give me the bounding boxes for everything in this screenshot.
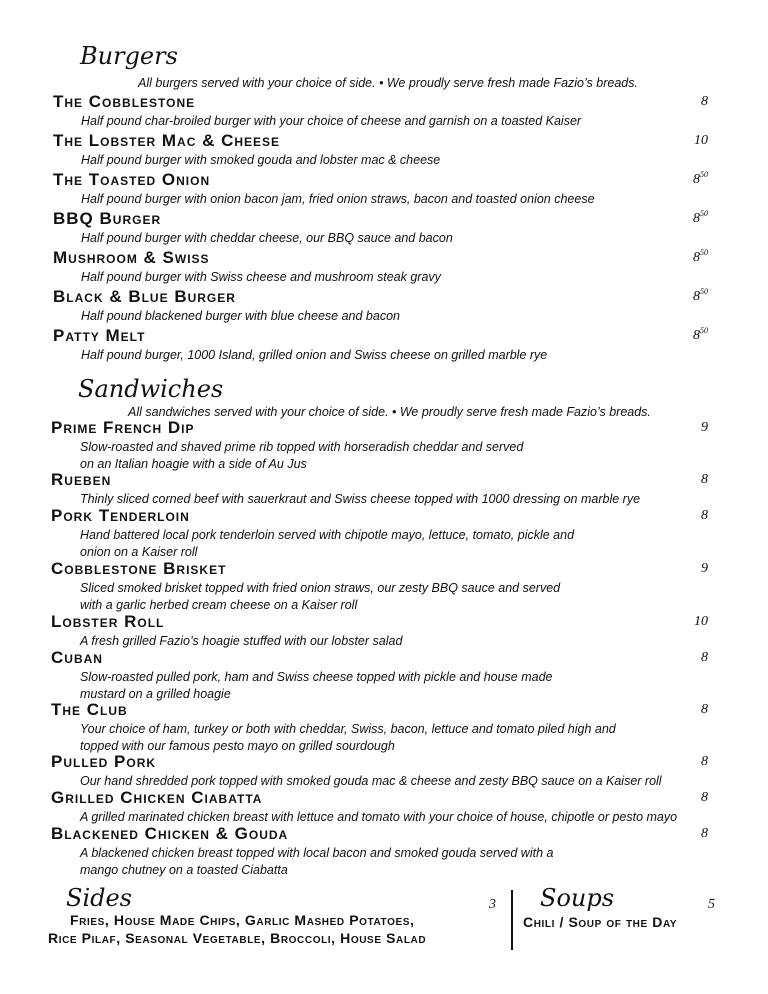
menu-item-price — [701, 790, 708, 806]
menu-item-price — [701, 650, 708, 666]
price-dollars: 8 — [701, 826, 708, 841]
sides-price: 3 — [489, 897, 496, 912]
menu-item-name: Cobblestone Brisket — [51, 559, 227, 578]
menu-item-price — [701, 472, 708, 488]
price-dollars: 8 — [701, 508, 708, 523]
price-dollars: 8 — [701, 472, 708, 487]
menu-item-description: Thinly sliced corned beef with sauerkraut and Swiss cheese topped with 1000 dressing on marble rye — [80, 492, 641, 506]
soups-line: Chili / Soup of the Day — [523, 914, 678, 930]
menu-item-description: A blackened chicken breast topped with local bacon and smoked gouda served with a — [80, 846, 554, 860]
price-dollars: 8 — [701, 94, 708, 109]
menu-item-description: Half pound char-broiled burger with your choice of cheese and garnish on a toasted Kaiser — [81, 114, 582, 128]
price-cents: 50 — [700, 248, 708, 257]
burgers-heading: Burgers — [80, 42, 178, 70]
menu-item-price — [701, 94, 708, 110]
price-dollars: 8 — [701, 790, 708, 805]
menu-item-description-cont: onion on a Kaiser roll — [80, 545, 198, 559]
menu-item-description: Half pound burger with Swiss cheese and mushroom steak gravy — [81, 270, 441, 284]
menu-item-description: Your choice of ham, turkey or both with cheddar, Swiss, bacon, lettuce and tomato piled high and — [80, 722, 616, 736]
menu-item-name: Pork Tenderloin — [51, 506, 190, 525]
price-dollars: 8 — [701, 650, 708, 665]
sides-heading: Sides — [66, 884, 132, 912]
burgers-note: All burgers served with your choice of side. • We proudly serve fresh made Fazio’s breads. — [138, 76, 638, 90]
menu-item-description-cont: mustard on a grilled hoagie — [80, 687, 231, 701]
price-dollars: 9 — [701, 420, 708, 435]
menu-item-description-cont: topped with our famous pesto mayo on grilled sourdough — [80, 739, 395, 753]
menu-item-price — [701, 702, 708, 718]
menu-item-description: Half pound burger, 1000 Island, grilled onion and Swiss cheese on grilled marble rye — [81, 348, 548, 362]
menu-item-description: Slow-roasted and shaved prime rib topped with horseradish cheddar and served — [80, 440, 524, 454]
menu-item-price — [701, 420, 708, 436]
price-cents: 50 — [700, 209, 708, 218]
price-cents: 50 — [700, 287, 708, 296]
soups-price: 5 — [708, 897, 715, 912]
menu-item-price — [693, 328, 708, 344]
sides-line-1: Fries, House Made Chips, Garlic Mashed Potatoes, — [70, 912, 415, 928]
price-dollars: 8 — [701, 754, 708, 769]
price-dollars: 8 — [701, 702, 708, 717]
menu-item-description: Hand battered local pork tenderloin served with chipotle mayo, lettuce, tomato, pickle and — [80, 528, 575, 542]
price-dollars: 8 — [693, 211, 700, 226]
menu-item-description: A fresh grilled Fazio’s hoagie stuffed with our lobster salad — [80, 634, 403, 648]
menu-item-price — [701, 508, 708, 524]
menu-item-name: Patty Melt — [53, 326, 146, 345]
menu-item-name: Mushroom & Swiss — [53, 248, 210, 267]
menu-item-name: The Cobblestone — [53, 92, 196, 111]
menu-item-description: Our hand shredded pork topped with smoked gouda mac & cheese and zesty BBQ sauce on a Kaiser roll — [80, 774, 662, 788]
price-dollars: 10 — [694, 614, 708, 629]
menu-item-price — [701, 754, 708, 770]
menu-item-price — [694, 133, 708, 149]
soups-heading: Soups — [540, 884, 615, 912]
menu-item-name: Blackened Chicken & Gouda — [51, 824, 289, 843]
menu-item-price — [693, 289, 708, 305]
menu-item-name: Lobster Roll — [51, 612, 165, 631]
menu-item-description: A grilled marinated chicken breast with lettuce and tomato with your choice of house, chipotle or pesto mayo — [80, 810, 678, 824]
menu-item-name: The Toasted Onion — [53, 170, 211, 189]
price-cents: 50 — [700, 170, 708, 179]
menu-item-description: Half pound burger with cheddar cheese, our BBQ sauce and bacon — [81, 231, 453, 245]
menu-item-price — [693, 172, 708, 188]
menu-item-description: Sliced smoked brisket topped with fried onion straws, our zesty BBQ sauce and served — [80, 581, 561, 595]
price-dollars: 9 — [701, 561, 708, 576]
menu-item-price — [693, 211, 708, 227]
price-dollars: 8 — [693, 328, 700, 343]
menu-item-name: Black & Blue Burger — [53, 287, 236, 306]
menu-item-name: Cuban — [51, 648, 103, 667]
menu-item-description: Half pound blackened burger with blue cheese and bacon — [81, 309, 400, 323]
menu-item-name: Grilled Chicken Ciabatta — [51, 788, 263, 807]
menu-item-description: Half pound burger with onion bacon jam, fried onion straws, bacon and toasted onion cheese — [81, 192, 595, 206]
menu-item-name: BBQ Burger — [53, 209, 162, 228]
menu-item-name: Pulled Pork — [51, 752, 157, 771]
menu-item-name: The Club — [51, 700, 128, 719]
price-dollars: 8 — [693, 172, 700, 187]
sides-soups-divider — [511, 890, 513, 950]
menu-item-price — [701, 826, 708, 842]
price-dollars: 8 — [693, 250, 700, 265]
price-dollars: 8 — [693, 289, 700, 304]
sandwiches-note: All sandwiches served with your choice of side. • We proudly serve fresh made Fazio’s breads. — [128, 405, 651, 419]
menu-item-price — [694, 614, 708, 630]
menu-item-name: The Lobster Mac & Cheese — [53, 131, 281, 150]
menu-item-description: Slow-roasted pulled pork, ham and Swiss cheese topped with pickle and house made — [80, 670, 553, 684]
menu-item-description-cont: on an Italian hoagie with a side of Au Jus — [80, 457, 307, 471]
menu-item-name: Rueben — [51, 470, 112, 489]
menu-item-description-cont: mango chutney on a toasted Ciabatta — [80, 863, 288, 877]
menu-item-description: Half pound burger with smoked gouda and lobster mac & cheese — [81, 153, 441, 167]
price-cents: 50 — [700, 326, 708, 335]
price-dollars: 10 — [694, 133, 708, 148]
menu-item-price — [693, 250, 708, 266]
menu-item-description-cont: with a garlic herbed cream cheese on a Kaiser roll — [80, 598, 358, 612]
sides-line-2: Rice Pilaf, Seasonal Vegetable, Broccoli, House Salad — [48, 930, 427, 946]
menu-item-name: Prime French Dip — [51, 418, 195, 437]
menu-item-price — [701, 561, 708, 577]
sandwiches-heading: Sandwiches — [78, 375, 224, 403]
